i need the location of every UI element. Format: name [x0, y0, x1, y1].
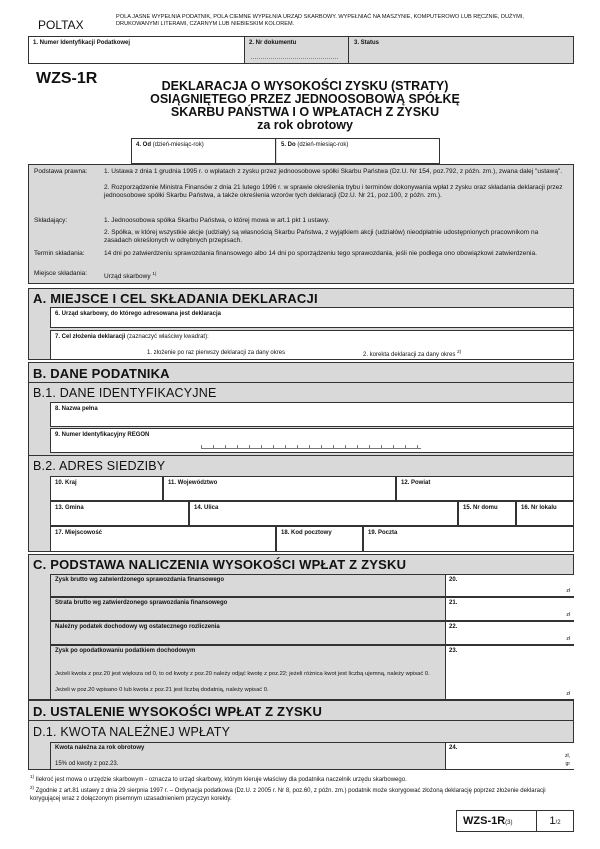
house-number-label: 15. Nr domu	[463, 505, 498, 511]
footnote-2-ref: 2)	[30, 785, 35, 790]
basis-item-1: 1. Ustawa z dnia 1 grudnia 1995 r. o wpłatach z zysku przez jednoosobowe spółki Skarbu Państwa (Dz.U. Nr 154, poz.792, z późn. zm.), zwana dalej "ustawą".	[104, 168, 563, 175]
section-c-title: C. PODSTAWA NALICZENIA WYSOKOŚCI WPŁAT Z ZYSKU	[33, 557, 407, 572]
nip-field[interactable]	[29, 37, 245, 63]
period-from-hint: (dzień-miesiąc-rok)	[152, 142, 204, 148]
county-field[interactable]	[396, 476, 574, 501]
basis-label: Podstawa prawna:	[34, 168, 88, 175]
house-number-field[interactable]	[458, 501, 516, 526]
country-field[interactable]	[50, 476, 163, 501]
period-from-field[interactable]	[132, 139, 276, 163]
title-line-1: DEKLARACJA O WYSOKOŚCI ZYSKU (STRATY)	[161, 79, 449, 93]
amount-due-input[interactable]	[445, 743, 574, 769]
income-tax-row	[50, 621, 574, 645]
field-23-number: 23.	[449, 648, 458, 654]
street-field[interactable]	[189, 501, 458, 526]
footer-page-total: /2	[555, 820, 561, 826]
gross-loss-input[interactable]	[445, 598, 574, 620]
footnote-1-ref: 1)	[30, 774, 35, 779]
section-b2-title: B.2. ADRES SIEDZIBY	[33, 459, 166, 473]
deadline-text: 14 dni po zatwierdzeniu sprawozdania finansowego albo 14 dni po sporządzeniu tego sprawozdania, jeśli nie podlega ono obowiązkowi zatwierdzenia.	[104, 250, 537, 257]
municipality-field[interactable]	[50, 501, 189, 526]
title-line-3: SKARBU PAŃSTWA I O WPŁATACH Z ZYSKU	[170, 105, 440, 119]
street-label: 14. Ulica	[194, 505, 219, 511]
purpose-hint: (zaznaczyć właściwy kwadrat):	[127, 334, 209, 340]
county-label: 12. Powiat	[401, 480, 431, 486]
apartment-number-label: 16. Nr lokalu	[521, 505, 557, 511]
purpose-option-first-label: 1. złożenie po raz pierwszy deklaracji za dany okres	[147, 350, 286, 356]
period-to-label: 5. Do	[281, 142, 296, 148]
tax-office-label: 6. Urząd skarbowy, do którego adresowana jest deklaracja	[55, 311, 221, 317]
municipality-label: 13. Gmina	[55, 505, 84, 511]
purpose-label: 7. Cel złożenia deklaracji	[55, 334, 126, 340]
form-code: WZS-1R	[36, 70, 98, 87]
tax-office-field[interactable]	[50, 307, 574, 328]
section-b1-title: B.1. DANE IDENTYFIKACYJNE	[33, 386, 217, 400]
filer-label: Składający:	[34, 217, 68, 224]
basis-item-2: 2. Rozporządzenie Ministra Finansów z dnia 21 lutego 1996 r. w sprawie określenia trybu i terminów dokonywania wpłat z zysku oraz składania deklaracji przez jednoosobowe spółki Skarbu Państwa, a także określenia wzorów tych deklaracji (Dz.U. Nr 21, poz.100, z późn. zm.).	[104, 184, 563, 199]
period-to-field[interactable]	[277, 139, 439, 163]
purpose-option-correction[interactable]	[363, 348, 461, 359]
city-field[interactable]	[50, 526, 276, 552]
regon-label: 9. Numer Identyfikacyjny REGON	[55, 432, 150, 438]
field-24-number: 24.	[449, 745, 458, 751]
correction-footnote-ref: 2)	[457, 349, 462, 354]
post-office-label: 19. Poczta	[368, 530, 398, 536]
voivodeship-field[interactable]	[163, 476, 396, 501]
section-d1-title: D.1. KWOTA NALEŻNEJ WPŁATY	[33, 725, 231, 739]
status-label: 3. Status	[354, 40, 380, 46]
place-label: Miejsce składania:	[34, 270, 88, 277]
income-tax-label: Należny podatek dochodowy wg ostatecznego rozliczenia	[55, 624, 220, 630]
field-21-currency: zł	[566, 612, 570, 618]
fill-instruction: POLA JASNE WYPEŁNIA PODATNIK, POLA CIEMNE WYPEŁNIA URZĄD SKARBOWY. WYPEŁNIAĆ NA MASZYNIE, KOMPUTEROWO LUB RĘCZNIE, DUŻYMI, DRUKOWANYMI LITERAMI, CZARNYM LUB NIEBIESKIM KOLOREM.	[116, 14, 524, 27]
footer-code: WZS-1R	[463, 815, 506, 827]
footnote-1-text: Ilekroć jest mowa o urzędzie skarbowym - oznacza to urząd skarbowy, którym kieruje właściwy dla podatnika naczelnik urzędu skarbowego.	[35, 777, 407, 783]
footnote-1	[30, 773, 570, 785]
net-profit-note-1: Jeżeli kwota z poz.20 jest większa od 0, to od kwoty z poz.20 należy odjąć kwotę z poz.22; jeżeli różnica kwot jest liczbą ujemną, należy wpisać 0.	[55, 671, 430, 677]
footer-page-box	[536, 810, 574, 832]
doc-number-label: 2. Nr dokumentu	[249, 40, 297, 46]
net-profit-input[interactable]	[445, 646, 574, 699]
gross-loss-row	[50, 597, 574, 621]
field-22-currency: zł	[566, 636, 570, 642]
footnote-2	[30, 784, 570, 803]
field-23-currency: zł	[566, 691, 570, 697]
field-24-gr: gr	[565, 761, 570, 767]
period-from-label: 4. Od	[136, 142, 152, 148]
gross-loss-label: Strata brutto wg zatwierdzonego sprawozdania finansowego	[55, 600, 228, 606]
gross-profit-label: Zysk brutto wg zatwierdzonego sprawozdania finansowego	[55, 577, 225, 583]
amount-due-label: Kwota należna za rok obrotowy	[55, 745, 145, 751]
net-profit-row	[50, 645, 574, 700]
gross-profit-row	[50, 574, 574, 597]
full-name-label: 8. Nazwa pełna	[55, 406, 98, 412]
city-label: 17. Miejscowość	[55, 530, 103, 536]
form-title	[100, 80, 510, 132]
filer-item-1: 1. Jednoosobowa spółka Skarbu Państwa, o której mowa w art.1 pkt 1 ustawy.	[104, 217, 330, 224]
footer-form-code	[456, 810, 536, 832]
purpose-option-first[interactable]	[147, 349, 285, 357]
post-office-field[interactable]	[363, 526, 574, 552]
regon-field[interactable]	[50, 428, 574, 453]
voivodeship-label: 11. Województwo	[168, 480, 218, 486]
postal-code-field[interactable]	[276, 526, 363, 552]
field-20-number: 20.	[449, 577, 458, 583]
income-tax-input[interactable]	[445, 622, 574, 644]
title-line-2: OSIĄGNIĘTEGO PRZEZ JEDNOOSOBOWĄ SPÓŁKĘ	[150, 92, 460, 106]
section-a-title: A. MIEJSCE I CEL SKŁADANIA DEKLARACJI	[33, 291, 318, 306]
apartment-number-field[interactable]	[516, 501, 574, 526]
status-field	[350, 37, 574, 63]
field-20-currency: zł	[566, 588, 570, 594]
nip-label: 1. Numer Identyfikacji Podatkowej	[33, 40, 131, 46]
amount-due-note: 15% od kwoty z poz.23.	[55, 761, 119, 767]
amount-due-row	[50, 742, 574, 770]
filer-item-2: 2. Spółka, w której wszystkie akcje (udziały) są własnością Skarbu Państwa, z wyjątkiem akcji (udziałów) nieodpłatnie udostępnionych pracownikom na zasadach określonych w odrębnych przepisach.	[104, 229, 539, 244]
net-profit-note-2: Jeżeli w poz.20 wpisano 0 lub kwota z poz.21 jest liczbą dodatnią, należy wpisać 0.	[55, 687, 269, 693]
title-year: za rok obrotowy	[257, 118, 353, 132]
purpose-field	[50, 330, 574, 360]
footer-version: (3)	[505, 820, 513, 826]
place-value: Urząd skarbowy	[104, 273, 151, 281]
period-to-hint: (dzień-miesiąc-rok)	[297, 142, 349, 148]
postal-code-label: 18. Kod pocztowy	[281, 530, 332, 536]
field-24-currency: zł,	[565, 753, 570, 759]
section-b-title: B. DANE PODATNIKA	[33, 366, 170, 381]
deadline-label: Termin składania:	[34, 250, 85, 257]
field-21-number: 21.	[449, 600, 458, 606]
footnote-2-text: Zgodnie z art.81 ustawy z dnia 29 sierpnia 1997 r. – Ordynacja podatkowa (Dz.U. z 2005 r. Nr 8, poz.60, z późn. zm.) podatnik może skorygować złożoną deklarację poprzez złożenie deklaracji korygującej wraz z dołączonym pisemnym uzasadnieniem przyczyn korekty.	[30, 788, 546, 802]
section-d-title: D. USTALENIE WYSOKOŚCI WPŁAT Z ZYSKU	[33, 704, 323, 719]
net-profit-label: Zysk po opodatkowaniu podatkiem dochodowym	[55, 648, 196, 654]
field-22-number: 22.	[449, 624, 458, 630]
doc-number-field	[245, 37, 349, 63]
gross-profit-input[interactable]	[445, 575, 574, 596]
footer-page: 1	[549, 815, 556, 827]
poltax-logo: POLTAX	[38, 18, 84, 32]
place-footnote-ref: 1)	[152, 271, 157, 276]
country-label: 10. Kraj	[55, 480, 77, 486]
period-box	[131, 138, 440, 164]
purpose-option-correction-label: 2. korekta deklaracji za dany okres	[363, 352, 456, 358]
place-text	[104, 270, 156, 281]
regon-digit-boxes	[201, 445, 421, 449]
full-name-field[interactable]	[50, 402, 574, 427]
